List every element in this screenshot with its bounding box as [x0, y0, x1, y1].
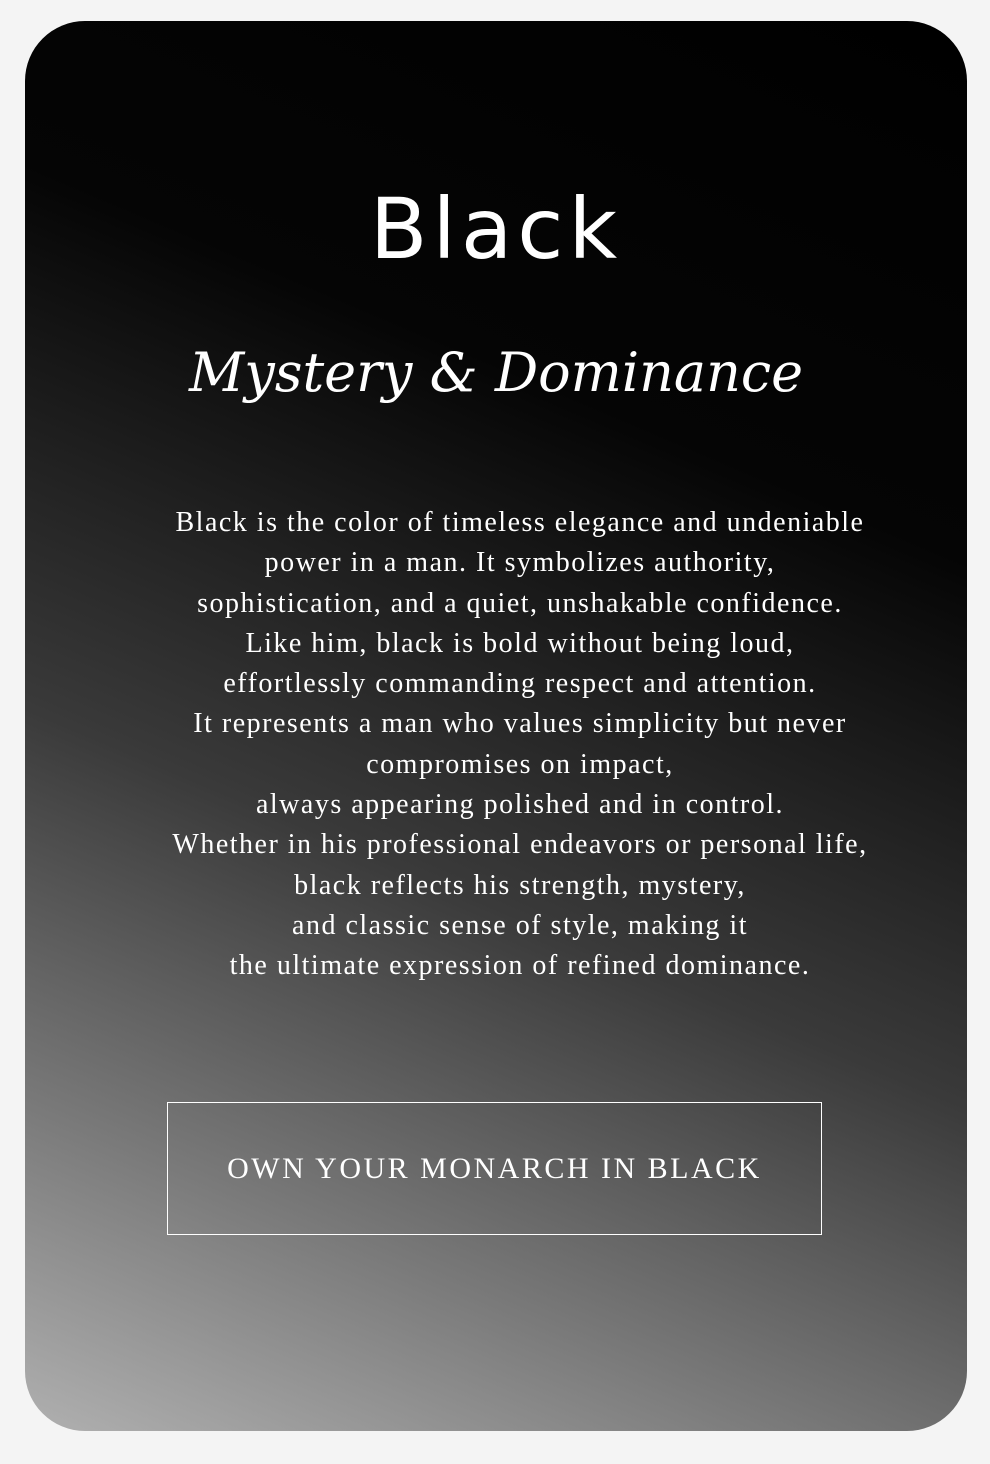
card-title: Black	[369, 180, 623, 278]
description-line: black reflects his strength, mystery,	[294, 869, 746, 901]
description-line: effortlessly commanding respect and attention.	[223, 668, 817, 700]
description-line: Like him, black is bold without being loud,	[245, 627, 795, 659]
description-line: always appearing polished and in control.	[255, 789, 785, 821]
description-line: Black is the color of timeless elegance and undeniable	[175, 507, 865, 538]
card-description	[65, 503, 967, 987]
description-line: sophistication, and a quiet, unshakable confidence.	[197, 587, 843, 619]
description-line: compromises on impact,	[366, 748, 674, 780]
shop-black-button[interactable]: OWN YOUR MONARCH IN BLACK	[167, 1102, 822, 1235]
description-line: the ultimate expression of refined dominance.	[229, 950, 811, 982]
color-card	[25, 21, 967, 1431]
description-line: Whether in his professional endeavors or personal life,	[172, 829, 868, 861]
card-subtitle: Mystery & Dominance	[188, 341, 804, 404]
description-line: and classic sense of style, making it	[292, 909, 748, 941]
description-line: It represents a man who values simplicity but never	[193, 708, 847, 740]
description-line: power in a man. It symbolizes authority,	[264, 547, 776, 579]
